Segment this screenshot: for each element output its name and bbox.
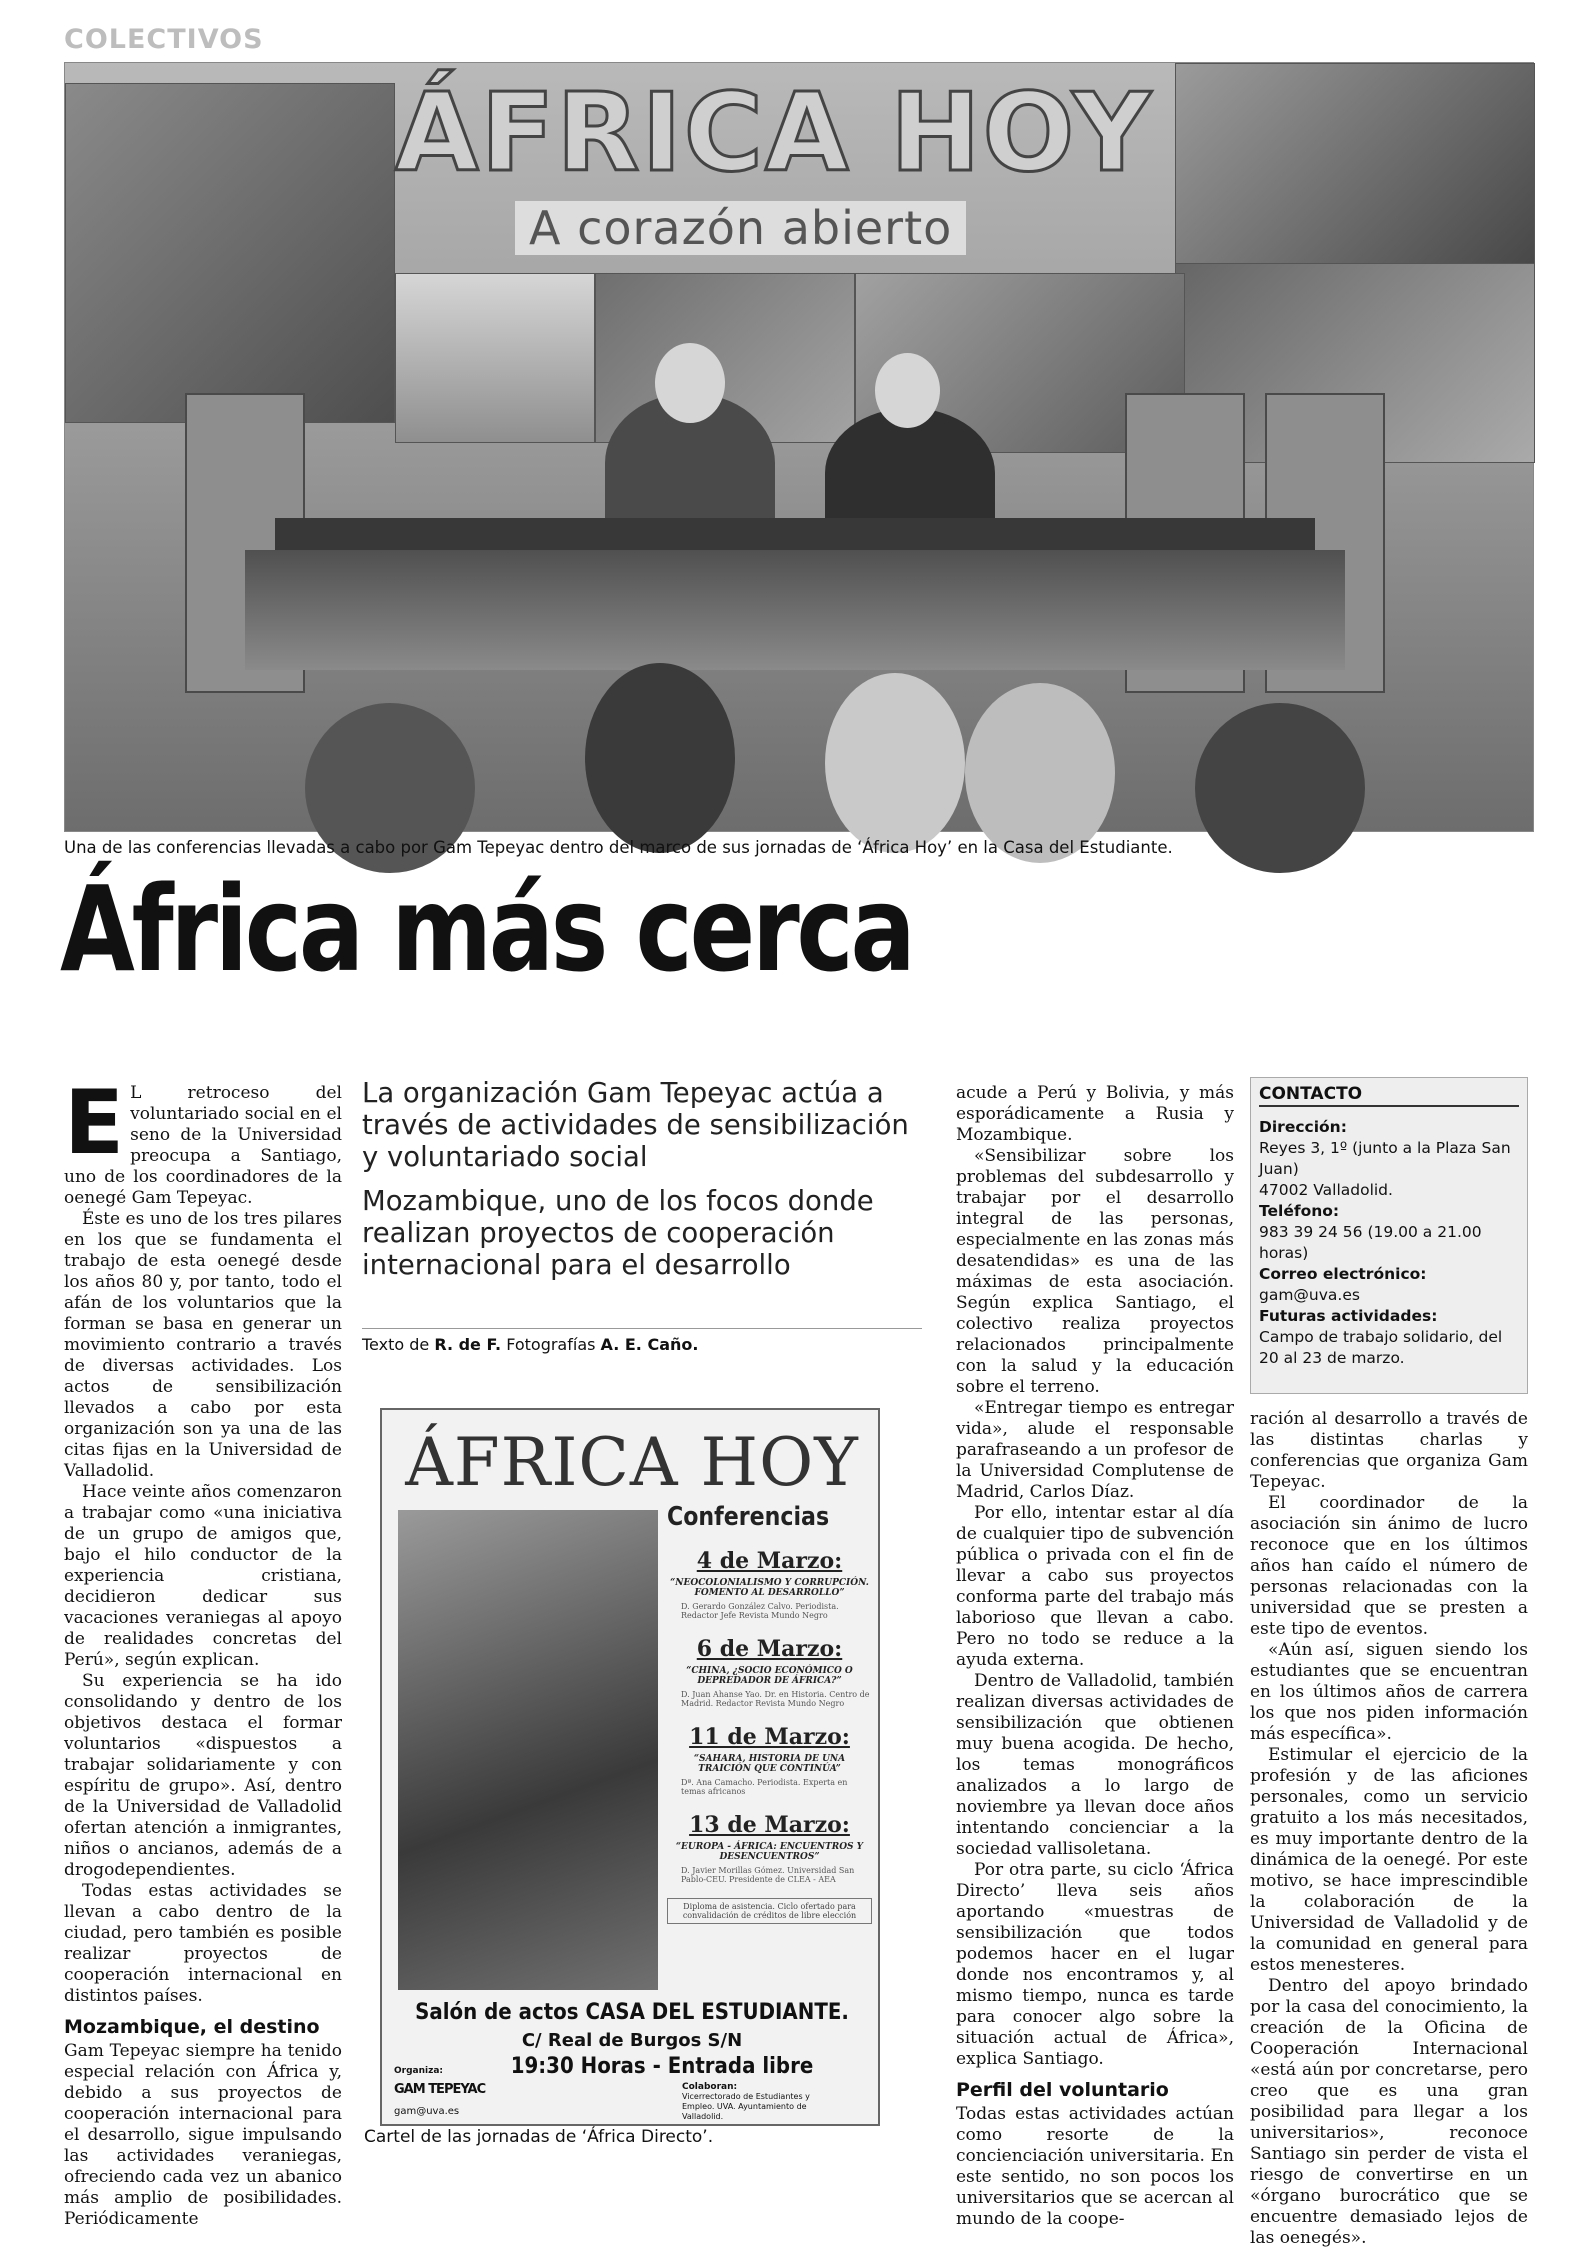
article-paragraph: «Aún así, siguen siendo los estudiantes que se encuentran en los últimos años de carrera los que nos piden información más específica». — [1250, 1640, 1528, 1744]
phone-label: Teléfono: — [1259, 1202, 1340, 1220]
poster-photo — [398, 1510, 658, 1990]
article-paragraph: Por ello, intentar estar al día de cualquier tipo de subvención pública o privada con el fin de llevar a cabo sus proyectos conforma parte del trabajo más laborioso que llevan a cabo. Pero no todo se reduce a la ayuda externa. — [956, 1503, 1234, 1670]
article-paragraph: Todas estas actividades actúan como resorte de la concienciación universitaria. En este sentido, no son pocos los universitarios que se acercan al mundo de la coope- — [956, 2104, 1234, 2229]
section-label: COLECTIVOS — [64, 24, 264, 55]
address-line: 47002 Valladolid. — [1259, 1181, 1393, 1199]
drop-cap: E — [64, 1071, 125, 1174]
audience-head — [1195, 703, 1365, 873]
article-paragraph: Por otra parte, su ciclo ‘África Directo’ lleva seis años aportando «muestras de sensibilización que todos podemos hacer en el lugar donde nos encontramos y, al mismo tiempo, nunca es tarde para conocer algo sobre la situación actual de África», explica Santiago. — [956, 1860, 1234, 2069]
poster-hours: 19:30 Horas - Entrada libre — [510, 2054, 814, 2079]
subhead-mozambique: Mozambique, el destino — [64, 2016, 320, 2038]
headline: África más cerca — [60, 860, 913, 998]
poster-event: 6 de Marzo: “CHINA, ¿SOCIO ECONÓMICO O DEPREDADOR DE ÁFRICA?” D. Juan Ahanse Yao. Dr. en Historia. Centro de Madrid. Redactor Revista Mundo Negro — [681, 1636, 870, 1708]
poster-address: C/ Real de Burgos S/N — [521, 2030, 743, 2051]
poster-colabora: Colaboran: Vicerrectorado de Estudiantes y Empleo. UVA. Ayuntamiento de Valladolid. — [682, 2082, 810, 2121]
photo-collage-left — [65, 83, 395, 423]
poster-venue: Salón de actos CASA DEL ESTUDIANTE. — [415, 2000, 849, 2025]
photo-caption: Una de las conferencias llevadas a cabo por Gam Tepeyac dentro del marco de sus jornadas de ‘África Hoy’ en la Casa del Estudiante. — [64, 838, 1173, 857]
speaker-right-head — [875, 353, 940, 428]
audience-head — [825, 673, 965, 853]
poster-event: 13 de Marzo: “EUROPA - ÁFRICA: ENCUENTROS Y DESENCUENTROS” D. Javier Morillas Gómez. Universidad San Pablo-CEU. Presidente de CLEA - AEA — [675, 1812, 864, 1884]
article-paragraph: Dentro del apoyo brindado por la casa del conocimiento, la creación de la Oficina de Cooperación Internacional «está aún por concretarse, pero creo que es una gran posibilidad para llegar a los universitarios», reconoce Santiago sin perder de vista el riesgo de convertirse en un «órgano burocrático que se encuentre demasiado lejos de las oenegés». — [1250, 1976, 1528, 2248]
gam-logo: GAM TEPEYAC — [394, 2082, 486, 2097]
audience-head — [965, 683, 1115, 863]
phone-value: 983 39 24 56 (19.00 a 21.00 horas) — [1259, 1223, 1482, 1262]
audience-head — [585, 663, 735, 853]
subhead-perfil: Perfil del voluntario — [956, 2079, 1169, 2101]
main-photo — [64, 62, 1534, 832]
table-front — [245, 550, 1345, 670]
article-paragraph: Gam Tepeyac siempre ha tenido especial relación con África y, debido a sus proyectos de cooperación internacional para el desarrollo, sigue impulsando las actividades veraniegas, ofreciendo cada vez un abanico más amplio de posibilidades. Periódicamente — [64, 2041, 342, 2229]
article-paragraph: Todas estas actividades se llevan a cabo dentro de la ciudad, pero también es posible realizar proyectos de cooperación internacional en distintos países. — [64, 1881, 342, 2006]
banner-subtitle: A corazón abierto — [515, 201, 966, 255]
article-paragraph: Estimular el ejercicio de la profesión y de las aficiones personales, como un servicio gratuito a los más necesitados, es muy importante dentro de la dinámica de la oenegé. Por este motivo, se hace imprescindible la colaboración de la Universidad de Valladolid y de la comunidad en general para estos menesteres. — [1250, 1745, 1528, 1975]
credits: Texto de R. de F. Fotografías A. E. Caño. — [362, 1328, 922, 1354]
article-paragraph: Éste es uno de los tres pilares en los que se fundamenta el trabajo de esta oenegé desde los años 80 y, por tanto, todo el afán de los voluntarios que la forman se basa en generar un movimiento contrario a través de diversas actividades. Los actos de sensibilización llevados a cabo por esta organización son ya una de las citas fijas en la Universidad de Valladolid. — [64, 1209, 342, 1481]
poster-event: 4 de Marzo: “NEOCOLONIALISMO Y CORRUPCIÓN. FOMENTO AL DESARROLLO” D. Gerardo González Calvo. Periodista. Redactor Jefe Revista Mundo Negro — [670, 1548, 869, 1620]
future-value: Campo de trabajo solidario, del 20 al 23 de marzo. — [1259, 1328, 1503, 1367]
poster-caption: Cartel de las jornadas de ‘África Directo’. — [364, 2127, 714, 2147]
email-value: gam@uva.es — [1259, 1286, 1360, 1304]
article-paragraph: «Sensibilizar sobre los problemas del subdesarrollo y trabajar por el desarrollo integral de las personas, especialmente en las zonas más desatendidas» es una de las máximas de esta asociación. Según explica Santiago, el colectivo realiza proyectos relacionados principalmente con la salud y la educación sobre el terreno. — [956, 1146, 1234, 1397]
contact-box — [1250, 1077, 1528, 1394]
poster-organiza-label: Organiza: — [394, 2066, 444, 2076]
article-paragraph: Hace veinte años comenzaron a trabajar como «una iniciativa de un grupo de amigos que, bajo el hilo conductor de la experiencia cristiana, decidieron dedicar sus vacaciones veraniegas al apoyo de realidades concretas del Perú», según explican. — [64, 1482, 342, 1670]
text-author: R. de F. — [434, 1335, 502, 1354]
article-paragraph: acude a Perú y Bolivia, y más esporádicamente a Rusia y Mozambique. — [956, 1083, 1234, 1145]
contact-title: CONTACTO — [1259, 1084, 1519, 1107]
article-summary — [362, 1077, 922, 1293]
poster-conferencias: Conferencias — [667, 1502, 830, 1532]
photo-collage-center-1 — [395, 273, 595, 443]
poster-email: gam@uva.es — [394, 2106, 460, 2117]
photo-author: A. E. Caño. — [600, 1335, 699, 1354]
future-label: Futuras actividades: — [1259, 1307, 1438, 1325]
article-paragraph: Dentro de Valladolid, también realizan diversas actividades de sensibilización que obtienen muy buena acogida. De hecho, los temas monográficos analizados a lo largo de noviembre ya llevan doce años intentando concienciar a la sociedad vallisoletana. — [956, 1671, 1234, 1859]
article-paragraph: Su experiencia se ha ido consolidando y dentro de los objetivos destaca el formar voluntarios «dispuestos a trabajar solidariamente y con espíritu de grupo». Así, dentro de la Universidad de Valladolid ofertan atención a inmigrantes, niños o ancianos, además de a drogodependientes. — [64, 1671, 342, 1880]
speaker-left-head — [655, 343, 725, 423]
poster-event-list — [667, 1502, 872, 1924]
article-column-3 — [956, 1083, 1234, 2230]
conference-table — [275, 518, 1315, 550]
banner-title: ÁFRICA HOY — [395, 71, 1153, 196]
article-paragraph: E L retroceso del voluntariado social en el seno de la Universidad preocupa a Santiago, uno de los coordinadores de la oenegé Gam Tepeyac. — [64, 1071, 342, 1208]
email-label: Correo electrónico: — [1259, 1265, 1427, 1283]
event-poster — [380, 1408, 880, 2126]
article-paragraph: «Entregar tiempo es entregar vida», alude el responsable parafraseando a un profesor de la Universidad Complutense de Madrid, Carlos Díaz. — [956, 1398, 1234, 1502]
article-paragraph: ración al desarrollo a través de las distintas charlas y conferencias que organiza Gam Tepeyac. — [1250, 1409, 1528, 1492]
address-label: Dirección: — [1259, 1118, 1347, 1136]
article-column-4 — [1250, 1409, 1528, 2249]
summary-line: Mozambique, uno de los focos donde realizan proyectos de cooperación internacional para el desarrollo — [362, 1185, 874, 1281]
summary-line: La organización Gam Tepeyac actúa a través de actividades de sensibilización y voluntariado social — [362, 1077, 909, 1173]
article-paragraph: El coordinador de la asociación sin ánimo de lucro reconoce que en los últimos años han caído el número de personas relacionadas con la universidad que se presten a este tipo de eventos. — [1250, 1493, 1528, 1639]
poster-title: ÁFRICA HOY — [405, 1424, 859, 1501]
address-line: Reyes 3, 1º (junto a la Plaza San Juan) — [1259, 1139, 1511, 1178]
poster-event: 11 de Marzo: “SAHARA, HISTORIA DE UNA TRAICIÓN QUE CONTINÚA” Dª. Ana Camacho. Periodista. Experta en temas africanos — [681, 1724, 850, 1796]
article-column-1 — [64, 1071, 342, 2230]
poster-note: Diploma de asistencia. Ciclo ofertado para convalidación de créditos de libre elección — [667, 1898, 872, 1924]
